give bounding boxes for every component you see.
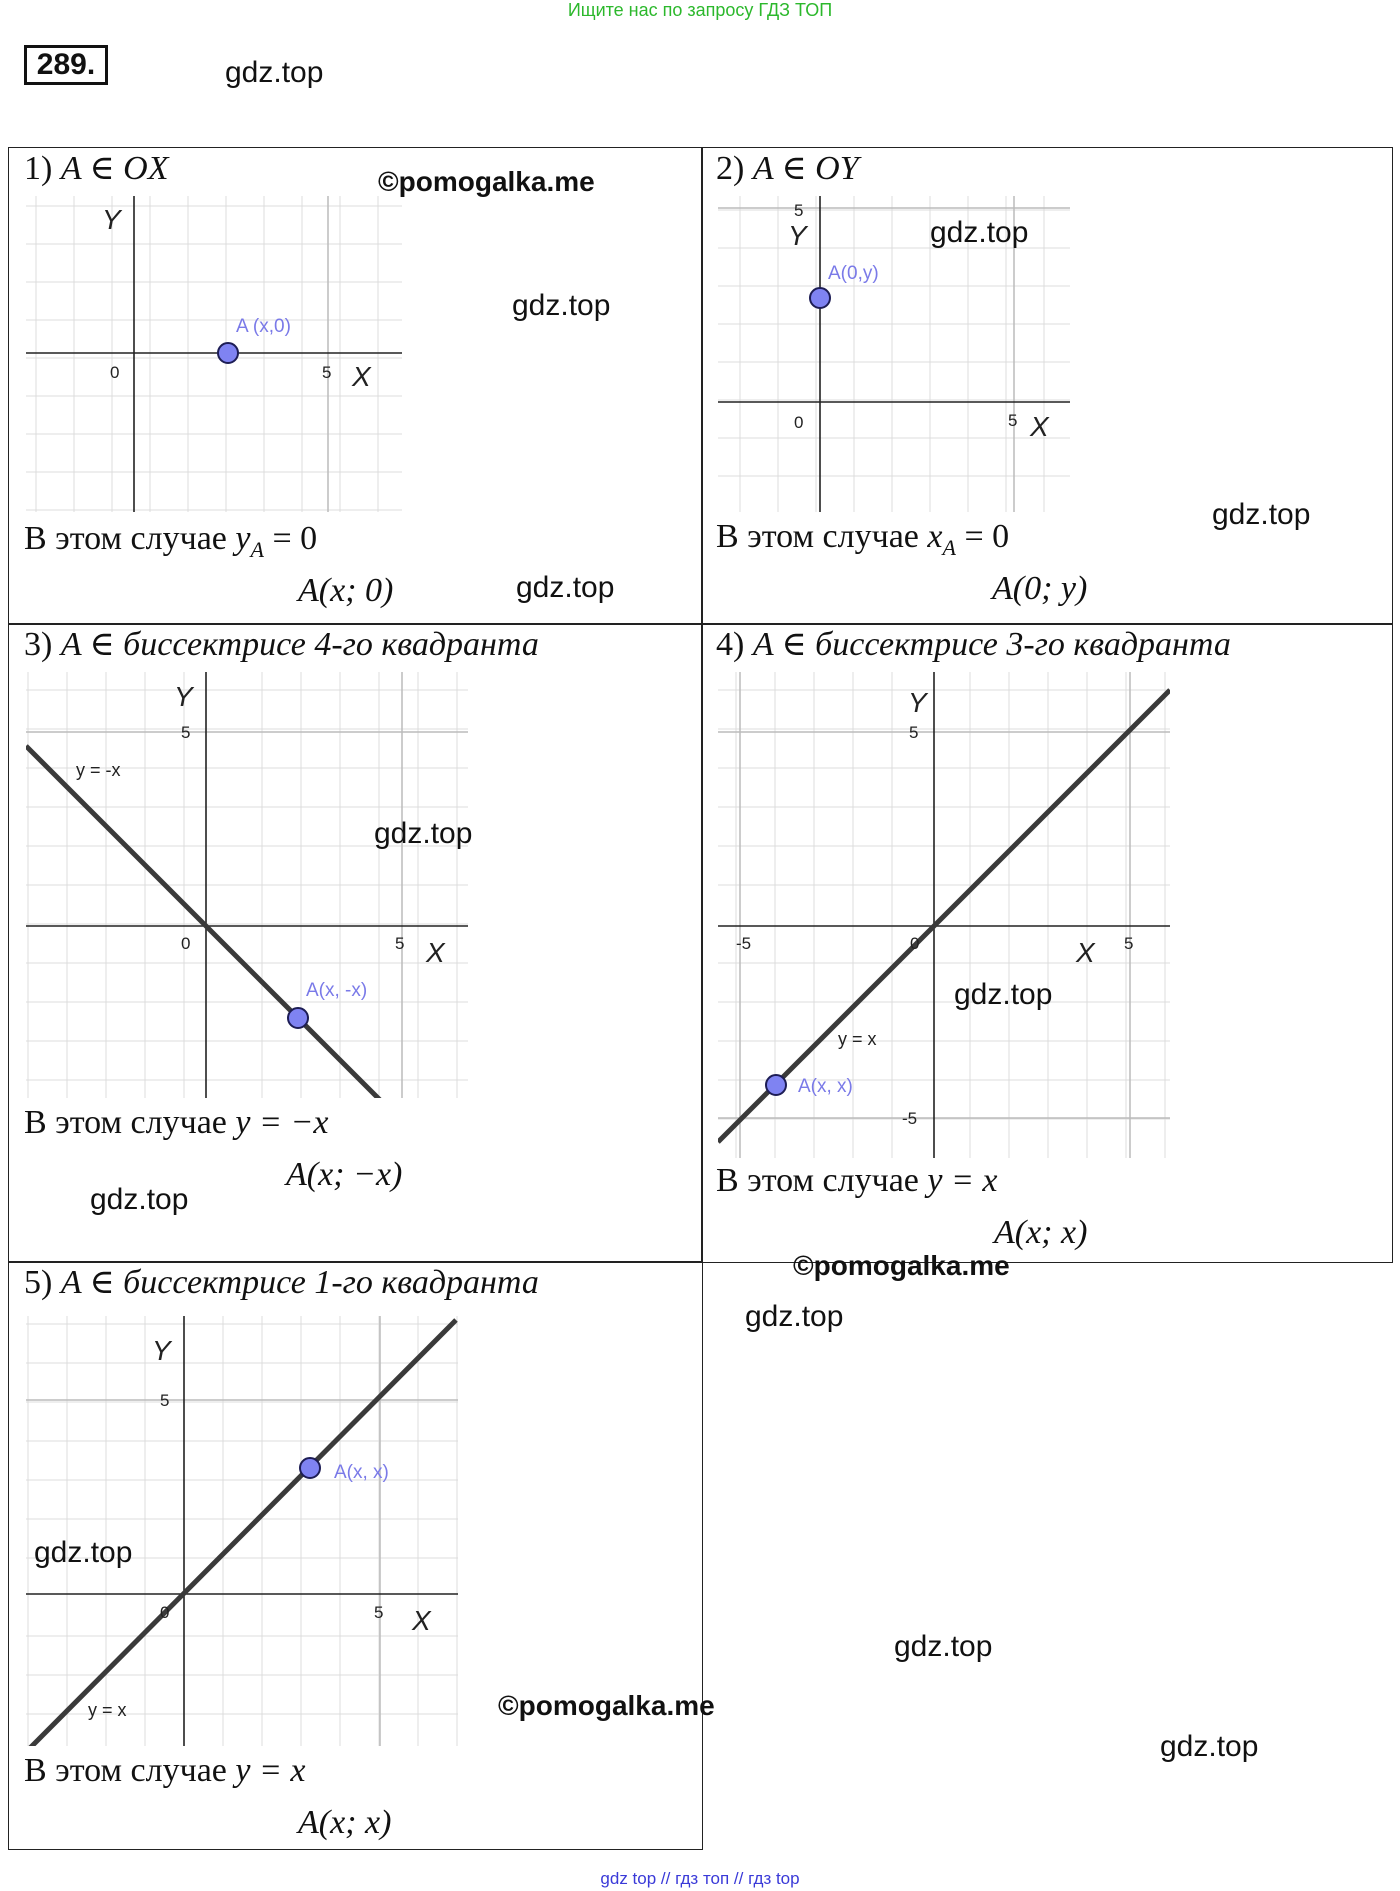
point-a xyxy=(288,1008,308,1028)
watermark: gdz.top xyxy=(745,1300,844,1333)
case-4-result: A(x; x) xyxy=(994,1214,1088,1251)
line-label: y = -x xyxy=(76,760,121,780)
tick-x-neg5: -5 xyxy=(736,934,752,953)
tick-x5: 5 xyxy=(322,363,332,382)
case-5-title: 5) A ∈ биссектрисе 1-го квадранта xyxy=(24,1264,539,1301)
point-a xyxy=(218,343,238,363)
case-3-condition: В этом случае y = −x xyxy=(24,1104,329,1141)
tick-origin: 0 xyxy=(794,413,804,432)
problem-number: 289. xyxy=(24,45,108,85)
x-axis-label: X xyxy=(426,937,445,968)
point-label: A(x, x) xyxy=(798,1076,853,1097)
case-4-graph xyxy=(718,672,1170,1158)
tick-x5: 5 xyxy=(1008,411,1018,430)
watermark: gdz.top xyxy=(1160,1730,1259,1763)
watermark: ©pomogalka.me xyxy=(793,1250,1010,1281)
case-2-condition: В этом случае $x_A = 0$ xyxy=(716,518,1010,560)
x-axis-label: X xyxy=(412,1605,431,1636)
y-axis-label: Y xyxy=(908,687,927,718)
tick-x5: 5 xyxy=(1124,934,1134,953)
tick-x5: 5 xyxy=(395,934,405,953)
tick-y-neg5: -5 xyxy=(902,1109,918,1128)
point-label: A(0,y) xyxy=(828,263,879,284)
grid xyxy=(26,672,468,1098)
tick-y5: 5 xyxy=(794,201,804,220)
case-1-condition: В этом случае $y_A = 0$ xyxy=(24,520,318,562)
watermark: gdz.top xyxy=(90,1183,189,1216)
case-5-graph xyxy=(26,1316,458,1746)
line-y-neg-x xyxy=(26,746,380,1098)
watermark: gdz.top xyxy=(1212,498,1311,531)
case-4-condition: В этом случае y = x xyxy=(716,1162,998,1199)
search-banner[interactable]: Ищите нас по запросу ГДЗ ТОП xyxy=(567,0,833,20)
y-axis-label: Y xyxy=(788,220,807,251)
case-3-result: A(x; −x) xyxy=(286,1156,403,1193)
tick-origin: 0 xyxy=(181,934,191,953)
point-a xyxy=(766,1075,786,1095)
x-axis-label: X xyxy=(1076,937,1095,968)
watermark: gdz.top xyxy=(930,216,1029,249)
x-axis-label: X xyxy=(352,361,371,392)
line-y-x xyxy=(718,690,1170,1142)
tick-origin: 0 xyxy=(160,1603,170,1622)
case-3-title: 3) A ∈ биссектрисе 4-го квадранта xyxy=(24,626,539,663)
tick-origin: 0 xyxy=(110,363,120,382)
y-axis-label: Y xyxy=(152,1335,171,1366)
watermark: gdz.top xyxy=(225,56,324,89)
tick-y5: 5 xyxy=(909,723,919,742)
case-5-condition: В этом случае y = x xyxy=(24,1752,306,1789)
case-2-title: 2) A ∈ OY xyxy=(716,150,859,187)
watermark: ©pomogalka.me xyxy=(378,166,595,197)
case-4-title: 4) A ∈ биссектрисе 3-го квадранта xyxy=(716,626,1231,663)
y-axis-label: Y xyxy=(174,681,193,712)
case-1-title: 1) A ∈ OX xyxy=(24,150,169,187)
watermark: gdz.top xyxy=(516,571,615,604)
case-5-result: A(x; x) xyxy=(298,1804,392,1841)
line-y-x xyxy=(30,1320,456,1746)
x-axis-label: X xyxy=(1030,411,1049,442)
point-a xyxy=(810,288,830,308)
y-axis-label: Y xyxy=(102,204,121,235)
case-2-result: A(0; y) xyxy=(992,570,1088,607)
watermark: gdz.top xyxy=(954,978,1053,1011)
point-label: A (x,0) xyxy=(236,316,291,337)
tick-origin: 0 xyxy=(910,934,920,953)
grid xyxy=(26,196,402,512)
point-label: A(x, x) xyxy=(334,1462,389,1483)
tick-y5: 5 xyxy=(181,723,191,742)
line-label: y = x xyxy=(88,1700,127,1720)
case-3-graph xyxy=(26,672,468,1098)
watermark: gdz.top xyxy=(374,817,473,850)
tick-y5: 5 xyxy=(160,1391,170,1410)
tick-x5: 5 xyxy=(374,1603,384,1622)
point-a xyxy=(300,1458,320,1478)
watermark: gdz.top xyxy=(894,1630,993,1663)
case-1-result: A(x; 0) xyxy=(298,572,394,609)
case-1-graph xyxy=(26,196,402,512)
point-label: A(x, -x) xyxy=(306,980,368,1001)
watermark: ©pomogalka.me xyxy=(498,1690,715,1721)
watermark: gdz.top xyxy=(34,1536,133,1569)
footer-links[interactable]: gdz top // гдз топ // гдз top xyxy=(600,1869,800,1888)
line-label: y = x xyxy=(838,1029,877,1049)
watermark: gdz.top xyxy=(512,289,611,322)
